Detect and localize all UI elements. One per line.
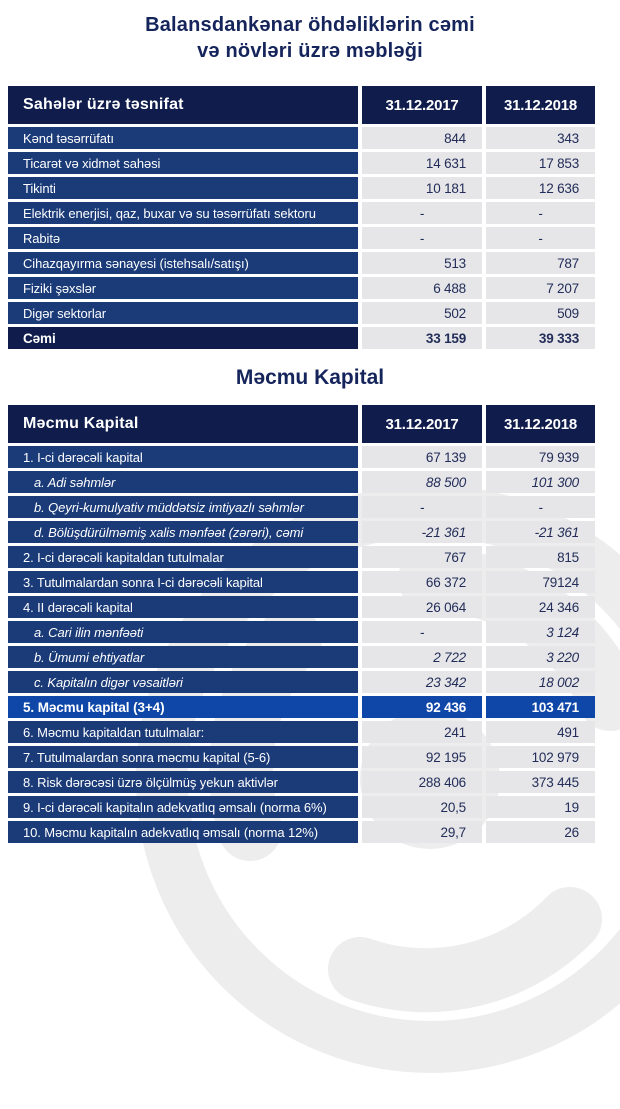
sectors-column-header-2017: 31.12.2017 [362,86,482,124]
row-label: 2. I-ci dərəcəli kapitaldan tutulmalar [8,546,358,568]
value-2017: 513 [362,252,482,274]
row-label: Cihazqayırma sənayesi (istehsalı/satışı) [8,252,358,274]
value-2018: 12 636 [486,177,595,199]
row-label: 7. Tutulmalardan sonra məcmu kapital (5-6) [8,746,358,768]
value-2018: 509 [486,302,595,324]
row-label: 3. Tutulmalardan sonra I-ci dərəcəli kapital [8,571,358,593]
value-2017: 92 436 [362,696,482,718]
page-title-line2: və növləri üzrə məbləği [197,40,423,62]
table-row [8,202,595,224]
capital-table-body [8,446,595,843]
table-row [8,596,595,618]
value-2017: 2 722 [362,646,482,668]
value-2017: 33 159 [362,327,482,349]
capital-table-header-label: Məcmu Kapital [8,405,358,443]
value-2018: 103 471 [486,696,595,718]
table-row [8,471,595,493]
table-row [8,571,595,593]
row-label: a. Adi səhmlər [8,471,358,493]
sectors-table-body [8,127,595,349]
value-2017: - [362,202,482,224]
table-row [8,127,595,149]
value-2018: -21 361 [486,521,595,543]
value-2017: 29,7 [362,821,482,843]
row-label: 5. Məcmu kapital (3+4) [8,696,358,718]
capital-column-header-2018: 31.12.2018 [486,405,595,443]
value-2018: 18 002 [486,671,595,693]
table-row [8,302,595,324]
capital-table-header-row [8,405,595,443]
value-2018: 3 220 [486,646,595,668]
row-label: 4. II dərəcəli kapital [8,596,358,618]
row-label: Ticarət və xidmət sahəsi [8,152,358,174]
value-2018: 787 [486,252,595,274]
table-row [8,227,595,249]
row-label: Elektrik enerjisi, qaz, buxar və su təsərrüfatı sektoru [8,202,358,224]
table-row [8,327,595,349]
row-label: Digər sektorlar [8,302,358,324]
value-2018: 101 300 [486,471,595,493]
value-2018: - [486,496,595,518]
report-page [0,12,620,843]
sectors-table-header-label: Sahələr üzrə təsnifat [8,86,358,124]
sectors-table [8,86,595,349]
value-2017: - [362,496,482,518]
value-2018: 491 [486,721,595,743]
value-2017: 10 181 [362,177,482,199]
table-row [8,521,595,543]
value-2017: 26 064 [362,596,482,618]
value-2018: - [486,202,595,224]
sectors-table-header-row [8,86,595,124]
row-label: c. Kapitalın digər vəsaitləri [8,671,358,693]
value-2017: 20,5 [362,796,482,818]
capital-table [8,405,595,843]
value-2018: 39 333 [486,327,595,349]
row-label: 1. I-ci dərəcəli kapital [8,446,358,468]
row-label: Cəmi [8,327,358,349]
value-2018: 24 346 [486,596,595,618]
section-title: Məcmu Kapital [235,366,385,389]
value-2018: 79124 [486,571,595,593]
table-row [8,671,595,693]
table-row [8,446,595,468]
table-row [8,721,595,743]
table-row [8,821,595,843]
value-2017: - [362,621,482,643]
value-2017: 92 195 [362,746,482,768]
table-row [8,177,595,199]
table-row [8,252,595,274]
table-row [8,746,595,768]
table-row [8,796,595,818]
page-title-line1: Balansdankənar öhdəliklərin cəmi [145,14,475,36]
row-label: Fiziki şəxslər [8,277,358,299]
value-2017: 66 372 [362,571,482,593]
row-label: 9. I-ci dərəcəli kapitalın adekvatlıq əmsalı (norma 6%) [8,796,358,818]
value-2017: 23 342 [362,671,482,693]
value-2017: 288 406 [362,771,482,793]
row-label: d. Bölüşdürülməmiş xalis mənfəət (zərəri), cəmi [8,521,358,543]
value-2018: 7 207 [486,277,595,299]
page-title [0,12,620,64]
value-2017: 502 [362,302,482,324]
value-2017: 14 631 [362,152,482,174]
value-2017: 767 [362,546,482,568]
row-label: 10. Məcmu kapitalın adekvatlıq əmsalı (norma 12%) [8,821,358,843]
table-row [8,546,595,568]
row-label: b. Ümumi ehtiyatlar [8,646,358,668]
value-2017: 88 500 [362,471,482,493]
value-2017: 67 139 [362,446,482,468]
value-2018: 19 [486,796,595,818]
value-2018: 343 [486,127,595,149]
value-2017: - [362,227,482,249]
row-label: 8. Risk dərəcəsi üzrə ölçülmüş yekun aktivlər [8,771,358,793]
table-row [8,621,595,643]
table-row [8,152,595,174]
value-2018: - [486,227,595,249]
row-label: a. Cari ilin mənfəəti [8,621,358,643]
value-2017: -21 361 [362,521,482,543]
value-2018: 26 [486,821,595,843]
table-row [8,696,595,718]
table-row [8,646,595,668]
row-label: 6. Məcmu kapitaldan tutulmalar: [8,721,358,743]
capital-column-header-2017: 31.12.2017 [362,405,482,443]
value-2018: 815 [486,546,595,568]
value-2017: 6 488 [362,277,482,299]
value-2018: 3 124 [486,621,595,643]
sectors-column-header-2018: 31.12.2018 [486,86,595,124]
row-label: Tikinti [8,177,358,199]
value-2017: 844 [362,127,482,149]
table-row [8,277,595,299]
row-label: Rabitə [8,227,358,249]
row-label: Kənd təsərrüfatı [8,127,358,149]
table-row [8,496,595,518]
value-2018: 79 939 [486,446,595,468]
value-2017: 241 [362,721,482,743]
value-2018: 373 445 [486,771,595,793]
value-2018: 17 853 [486,152,595,174]
row-label: b. Qeyri-kumulyativ müddətsiz imtiyazlı səhmlər [8,496,358,518]
value-2018: 102 979 [486,746,595,768]
table-row [8,771,595,793]
